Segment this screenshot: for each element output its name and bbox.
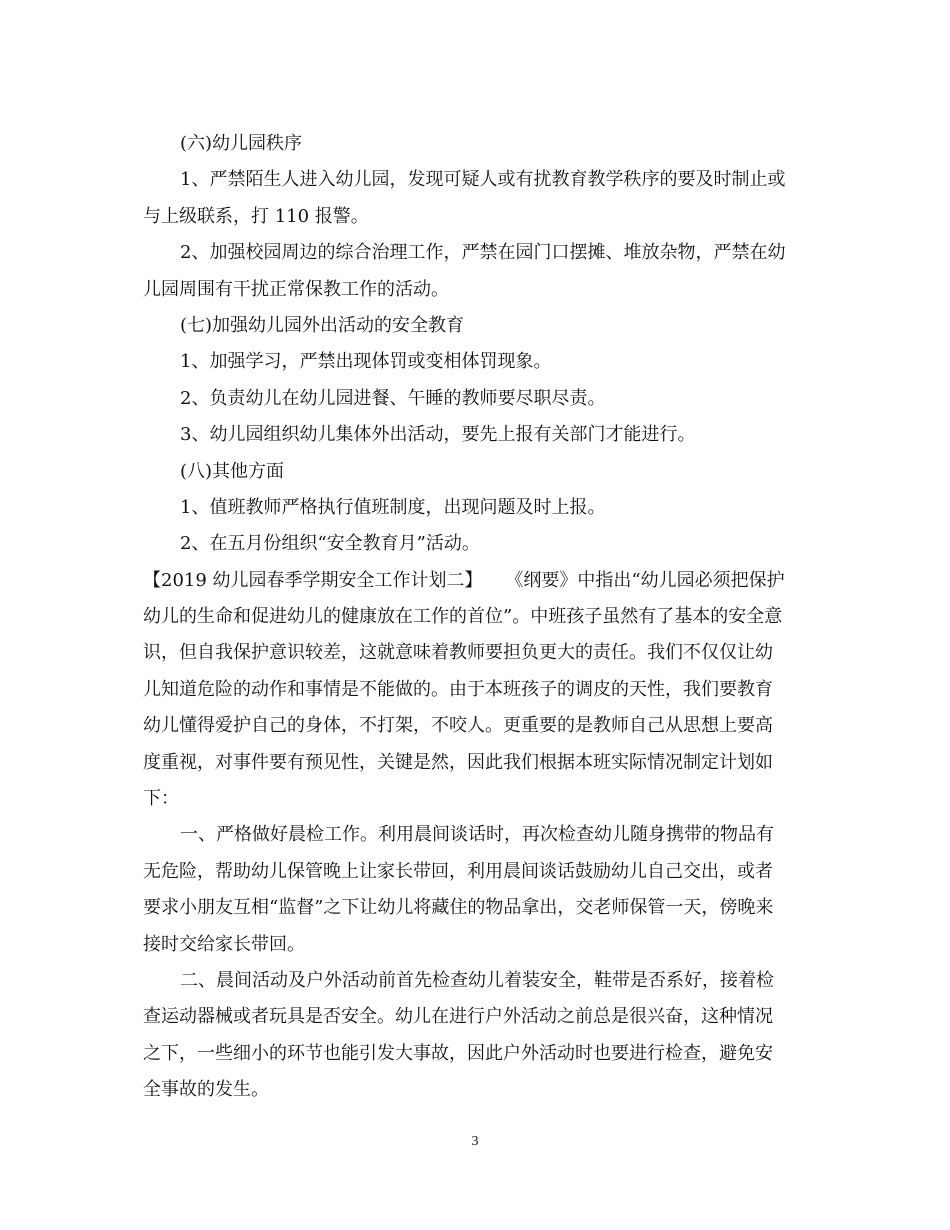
text-line: 二、晨间活动及户外活动前首先检查幼儿着装安全，鞋带是否系好，接着检 (180, 969, 774, 991)
text-line: (八)其他方面 (180, 460, 285, 482)
body-text (143, 126, 809, 1109)
text-line: 幼儿的生命和促进幼儿的健康放在工作的首位”。中班孩子虽然有了基本的安全意 (143, 606, 783, 628)
text-line: 2、加强校园周边的综合治理工作，严禁在园门口摆摊、堆放杂物，严禁在幼 (180, 242, 786, 264)
text-line: 1、严禁陌生人进入幼儿园，发现可疑人或有扰教育教学秩序的要及时制止或 (180, 169, 786, 191)
page-number: 3 (471, 1134, 479, 1149)
text-line: (七)加强幼儿园外出活动的安全教育 (180, 314, 465, 336)
text-line: 幼儿懂得爱护自己的身体，不打架，不咬人。更重要的是教师自己从思想上要高 (143, 715, 773, 737)
text-line: 要求小朋友互相“监督”之下让幼儿将藏住的物品拿出，交老师保管一天，傍晚来 (143, 897, 774, 919)
text-line: 下： (143, 788, 179, 810)
text-line: 1、加强学习，严禁出现体罚或变相体罚现象。 (180, 351, 552, 373)
text-line: 接时交给家长带回。 (143, 933, 305, 955)
text-line: 1、值班教师严格执行值班制度，出现问题及时上报。 (180, 496, 606, 518)
text-line: 识，但自我保护意识较差，这就意味着教师要担负更大的责任。我们不仅仅让幼 (143, 642, 773, 664)
text-line: 全事故的发生。 (143, 1079, 269, 1101)
text-line: 儿园周围有干扰正常保教工作的活动。 (143, 278, 449, 300)
text-line: 度重视，对事件要有预见性，关键是然，因此我们根据本班实际情况制定计划如 (143, 751, 773, 773)
text-line: 查运动器械或者玩具是否安全。幼儿在进行户外活动之前总是很兴奋，这种情况 (143, 1006, 773, 1028)
text-line: 之下，一些细小的环节也能引发大事故，因此户外活动时也要进行检查，避免安 (143, 1042, 773, 1064)
text-line: 儿知道危险的动作和事情是不能做的。由于本班孩子的调皮的天性，我们要教育 (143, 678, 773, 700)
text-line: 2、负责幼儿在幼儿园进餐、午睡的教师要尽职尽责。 (180, 387, 606, 409)
text-line: 与上级联系，打 110 报警。 (143, 205, 369, 227)
text-line: 一、严格做好晨检工作。利用晨间谈话时，再次检查幼儿随身携带的物品有 (180, 824, 774, 846)
text-line: 3、幼儿园组织幼儿集体外出活动，要先上报有关部门才能进行。 (180, 424, 696, 446)
text-line: 【2019 幼儿园春季学期安全工作计划二】 《纲要》中指出“幼儿园必须把保护 (143, 569, 785, 591)
text-line: 无危险，帮助幼儿保管晚上让家长带回，利用晨间谈话鼓励幼儿自己交出，或者 (143, 860, 773, 882)
text-line: (六)幼儿园秩序 (180, 133, 303, 154)
text-line: 2、在五月份组织“安全教育月”活动。 (180, 533, 480, 555)
